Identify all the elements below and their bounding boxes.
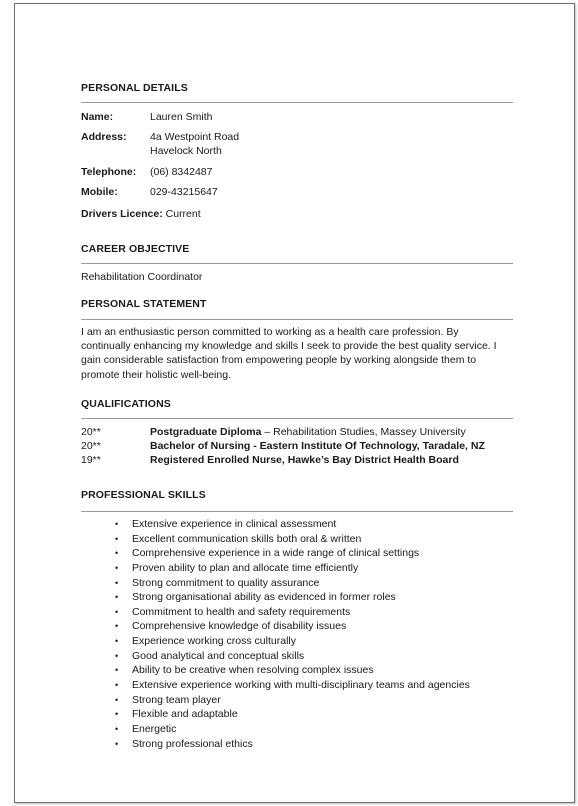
licence-row (81, 208, 201, 220)
skill-text: Comprehensive experience in a wide range of clinical settings (132, 547, 420, 560)
bullet-icon: • (115, 636, 119, 647)
qualification-year: 20** (81, 440, 101, 452)
career-objective-heading: CAREER OBJECTIVE (81, 243, 190, 255)
skill-text: Extensive experience in clinical assessment (132, 518, 337, 530)
bullet-icon: • (115, 723, 119, 734)
qualification-title: Postgraduate Diploma (150, 426, 262, 438)
section-divider (81, 102, 513, 103)
section-divider (81, 263, 513, 264)
skill-text: Extensive experience working with multi-disciplinary teams and agencies (132, 679, 470, 692)
bullet-icon: • (115, 680, 119, 691)
bullet-icon: • (115, 606, 119, 617)
resume-page (14, 3, 575, 803)
address-line-2: Havelock North (150, 145, 222, 157)
qualification-title: Registered Enrolled Nurse, Hawke’s Bay District Health Board (150, 454, 459, 466)
skill-text: Comprehensive knowledge of disability issues (132, 620, 347, 633)
bullet-icon: • (115, 533, 119, 544)
skill-text: Excellent communication skills both oral & written (132, 532, 362, 545)
bullet-icon: • (115, 562, 119, 573)
qualification-detail: – Rehabilitation Studies, Massey University (261, 426, 466, 438)
telephone-label: Telephone: (81, 166, 137, 178)
section-divider (81, 418, 513, 419)
professional-skills-heading: PROFESSIONAL SKILLS (81, 489, 206, 501)
bullet-icon: • (115, 519, 119, 529)
section-divider (81, 511, 513, 512)
section-divider (81, 319, 513, 320)
skill-text: Flexible and adaptable (132, 708, 238, 721)
personal-statement-text (81, 325, 513, 382)
skill-text: Experience working cross culturally (132, 635, 296, 648)
skill-text: Proven ability to plan and allocate time efficiently (132, 561, 359, 574)
licence-label: Drivers Licence: (81, 208, 163, 220)
skill-text: Strong team player (132, 693, 221, 706)
bullet-icon: • (115, 592, 119, 603)
bullet-icon: • (115, 738, 119, 749)
qualification-year: 20** (81, 426, 101, 438)
career-objective-text: Rehabilitation Coordinator (81, 271, 203, 283)
statement-line: continually enhancing my knowledge and skills I seek to provide the best quality service. I (81, 340, 497, 353)
statement-line: I am an enthusiastic person committed to working as a health care profession. By (81, 326, 459, 338)
name-label: Name: (81, 111, 114, 123)
mobile-value: 029-43215647 (150, 186, 218, 198)
bullet-icon: • (115, 548, 119, 559)
qualification-year: 19** (81, 454, 101, 466)
statement-line: promote their holistic well-being. (81, 368, 231, 381)
skill-text: Strong professional ethics (132, 737, 253, 750)
bullet-icon: • (115, 577, 119, 588)
skill-text: Energetic (132, 722, 177, 735)
skill-text: Strong organisational ability as evidenced in former roles (132, 591, 396, 604)
statement-line: gain considerable satisfaction from empowering people by working alongside them to (81, 354, 477, 367)
bullet-icon: • (115, 709, 119, 720)
qualifications-heading: QUALIFICATIONS (81, 398, 171, 410)
name-value: Lauren Smith (150, 111, 213, 123)
licence-value: Current (165, 208, 201, 220)
bullet-icon: • (115, 650, 119, 661)
bullet-icon: • (115, 665, 119, 676)
bullet-icon: • (115, 694, 119, 705)
skill-text: Ability to be creative when resolving complex issues (132, 664, 374, 677)
address-label: Address: (81, 131, 127, 143)
skill-text: Commitment to health and safety requirements (132, 605, 351, 618)
telephone-value: (06) 8342487 (150, 166, 213, 178)
personal-details-heading: PERSONAL DETAILS (81, 82, 188, 94)
mobile-label: Mobile: (81, 186, 118, 198)
qualification-title: Bachelor of Nursing - Eastern Institute Of Technology, Taradale, NZ (150, 440, 485, 452)
skill-text: Good analytical and conceptual skills (132, 649, 305, 662)
personal-statement-heading: PERSONAL STATEMENT (81, 298, 207, 310)
skill-text: Strong commitment to quality assurance (132, 576, 320, 589)
address-line-1: 4a Westpoint Road (150, 131, 240, 143)
bullet-icon: • (115, 621, 119, 632)
